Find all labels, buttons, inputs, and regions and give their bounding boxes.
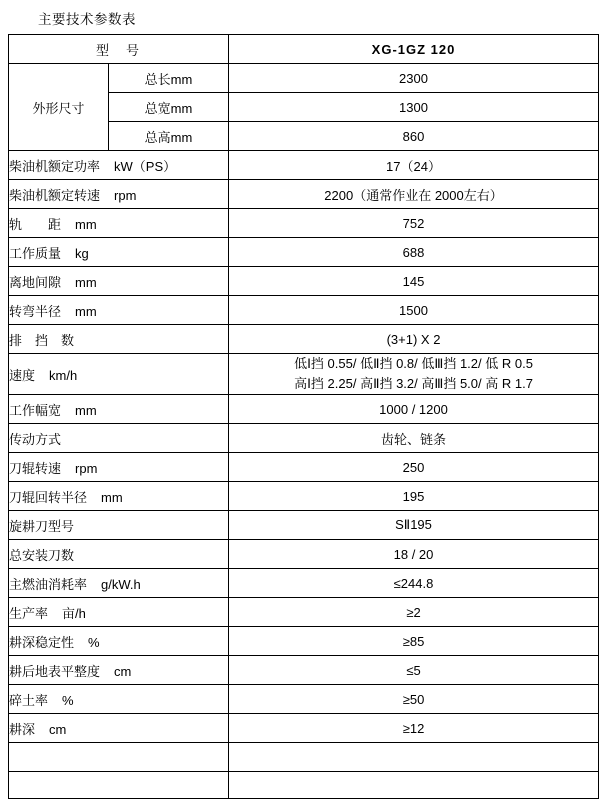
row-name: 转弯半径 xyxy=(9,303,62,319)
table-row xyxy=(9,424,599,453)
row-label xyxy=(9,151,229,180)
row-unit: % xyxy=(88,634,100,650)
table-row xyxy=(9,743,599,772)
row-name: 柴油机额定功率 xyxy=(9,158,101,174)
row-unit: g/kW.h xyxy=(101,576,141,592)
row-label xyxy=(9,395,229,424)
row-label xyxy=(9,569,229,598)
row-label xyxy=(9,267,229,296)
row-label xyxy=(9,627,229,656)
row-value: 2200（通常作业在 2000左右） xyxy=(229,180,599,209)
row-value: SⅡ195 xyxy=(229,511,599,540)
row-name: 主燃油消耗率 xyxy=(9,576,88,592)
row-label xyxy=(9,296,229,325)
row-name: 总高 xyxy=(144,129,171,145)
row-unit: mm xyxy=(170,71,193,87)
table-row xyxy=(9,482,599,511)
row-unit: mm xyxy=(75,402,97,418)
row-label xyxy=(109,93,229,122)
table-row xyxy=(9,540,599,569)
table-row xyxy=(9,656,599,685)
row-value: 752 xyxy=(229,209,599,238)
table-row xyxy=(9,395,599,424)
row-value: 齿轮、链条 xyxy=(229,424,599,453)
row-name: 耕深 xyxy=(9,721,36,737)
row-unit: mm xyxy=(170,129,193,145)
row-label xyxy=(109,122,229,151)
row-name: 工作幅宽 xyxy=(9,402,62,418)
row-name: 工作质量 xyxy=(9,245,62,261)
row-unit: mm xyxy=(170,100,193,116)
row-name: 耕深稳定性 xyxy=(9,634,75,650)
row-name: 排 挡 数 xyxy=(9,332,75,348)
row-name: 总安装刀数 xyxy=(9,547,75,563)
table-row xyxy=(9,209,599,238)
row-name: 速度 xyxy=(9,367,36,383)
row-unit: cm xyxy=(49,721,67,737)
row-unit: rpm xyxy=(75,460,98,476)
row-name: 离地间隙 xyxy=(9,274,62,290)
row-unit: mm xyxy=(75,216,97,232)
row-unit: mm xyxy=(101,489,123,505)
row-name: 轨 距 xyxy=(9,216,62,232)
row-value: 18 / 20 xyxy=(229,540,599,569)
row-label xyxy=(9,482,229,511)
table-row xyxy=(9,64,599,93)
row-value: 17（24） xyxy=(229,151,599,180)
row-value: 2300 xyxy=(229,64,599,93)
table-row xyxy=(9,151,599,180)
row-unit: % xyxy=(62,692,74,708)
row-name: 刀辊转速 xyxy=(9,460,62,476)
row-label xyxy=(9,209,229,238)
table-row xyxy=(9,714,599,743)
row-unit: 亩/h xyxy=(62,605,86,621)
page-title: 主要技术参数表 xyxy=(38,12,136,27)
table-row xyxy=(9,627,599,656)
dimension-group-label: 外形尺寸 xyxy=(9,64,109,151)
model-value: XG‑1GZ 120 xyxy=(229,35,599,64)
table-row xyxy=(9,180,599,209)
specification-table xyxy=(8,34,599,799)
row-name: 传动方式 xyxy=(9,431,62,447)
row-name: 总宽 xyxy=(144,100,171,116)
row-value: 688 xyxy=(229,238,599,267)
row-name: 旋耕刀型号 xyxy=(9,518,75,534)
row-name: 刀辊回转半径 xyxy=(9,489,88,505)
table-row xyxy=(9,238,599,267)
table-row xyxy=(9,772,599,799)
row-value: 1300 xyxy=(229,93,599,122)
row-name: 碎土率 xyxy=(9,692,49,708)
row-value: 250 xyxy=(229,453,599,482)
row-value xyxy=(229,772,599,799)
row-name: 耕后地表平整度 xyxy=(9,663,101,679)
model-label: 型 号 xyxy=(9,35,229,64)
row-value: (3+1) X 2 xyxy=(229,325,599,354)
row-unit: mm xyxy=(75,274,97,290)
table-row xyxy=(9,296,599,325)
row-label xyxy=(9,424,229,453)
row-unit: cm xyxy=(114,663,132,679)
row-unit: kg xyxy=(75,245,89,261)
speed-high-line: 高Ⅰ挡 2.25/ 高Ⅱ挡 3.2/ 高Ⅲ挡 5.0/ 高 R 1.7 xyxy=(294,376,533,392)
row-value: ≥50 xyxy=(229,685,599,714)
row-label xyxy=(9,743,229,772)
table-row xyxy=(9,598,599,627)
row-value: 1500 xyxy=(229,296,599,325)
table-row xyxy=(9,325,599,354)
table-row xyxy=(9,511,599,540)
table-row xyxy=(9,453,599,482)
table-row xyxy=(9,35,599,64)
row-label xyxy=(9,656,229,685)
row-value: 195 xyxy=(229,482,599,511)
row-value xyxy=(229,743,599,772)
row-value: ≤244.8 xyxy=(229,569,599,598)
row-value: ≤5 xyxy=(229,656,599,685)
row-name: 总长 xyxy=(144,71,171,87)
speed-low-line: 低Ⅰ挡 0.55/ 低Ⅱ挡 0.8/ 低Ⅲ挡 1.2/ 低 R 0.5 xyxy=(294,356,533,371)
row-label xyxy=(9,453,229,482)
row-value: ≥2 xyxy=(229,598,599,627)
table-row xyxy=(9,354,599,395)
row-label xyxy=(9,685,229,714)
row-unit: kW（PS） xyxy=(114,158,177,174)
row-label xyxy=(9,714,229,743)
row-name: 柴油机额定转速 xyxy=(9,187,101,203)
row-unit: km/h xyxy=(49,367,78,383)
row-unit: rpm xyxy=(114,187,137,203)
table-row xyxy=(9,267,599,296)
row-value: 860 xyxy=(229,122,599,151)
row-label xyxy=(9,354,229,395)
row-label xyxy=(9,511,229,540)
row-value: ≥85 xyxy=(229,627,599,656)
row-label xyxy=(9,238,229,267)
row-value: ≥12 xyxy=(229,714,599,743)
table-row xyxy=(9,685,599,714)
table-row xyxy=(9,569,599,598)
row-label xyxy=(9,772,229,799)
row-label xyxy=(109,64,229,93)
row-value: 145 xyxy=(229,267,599,296)
row-unit: mm xyxy=(75,303,97,319)
row-value xyxy=(229,354,599,395)
row-label xyxy=(9,325,229,354)
row-value: 1000 / 1200 xyxy=(229,395,599,424)
row-label xyxy=(9,598,229,627)
row-label xyxy=(9,180,229,209)
row-name: 生产率 xyxy=(9,605,49,621)
row-label xyxy=(9,540,229,569)
